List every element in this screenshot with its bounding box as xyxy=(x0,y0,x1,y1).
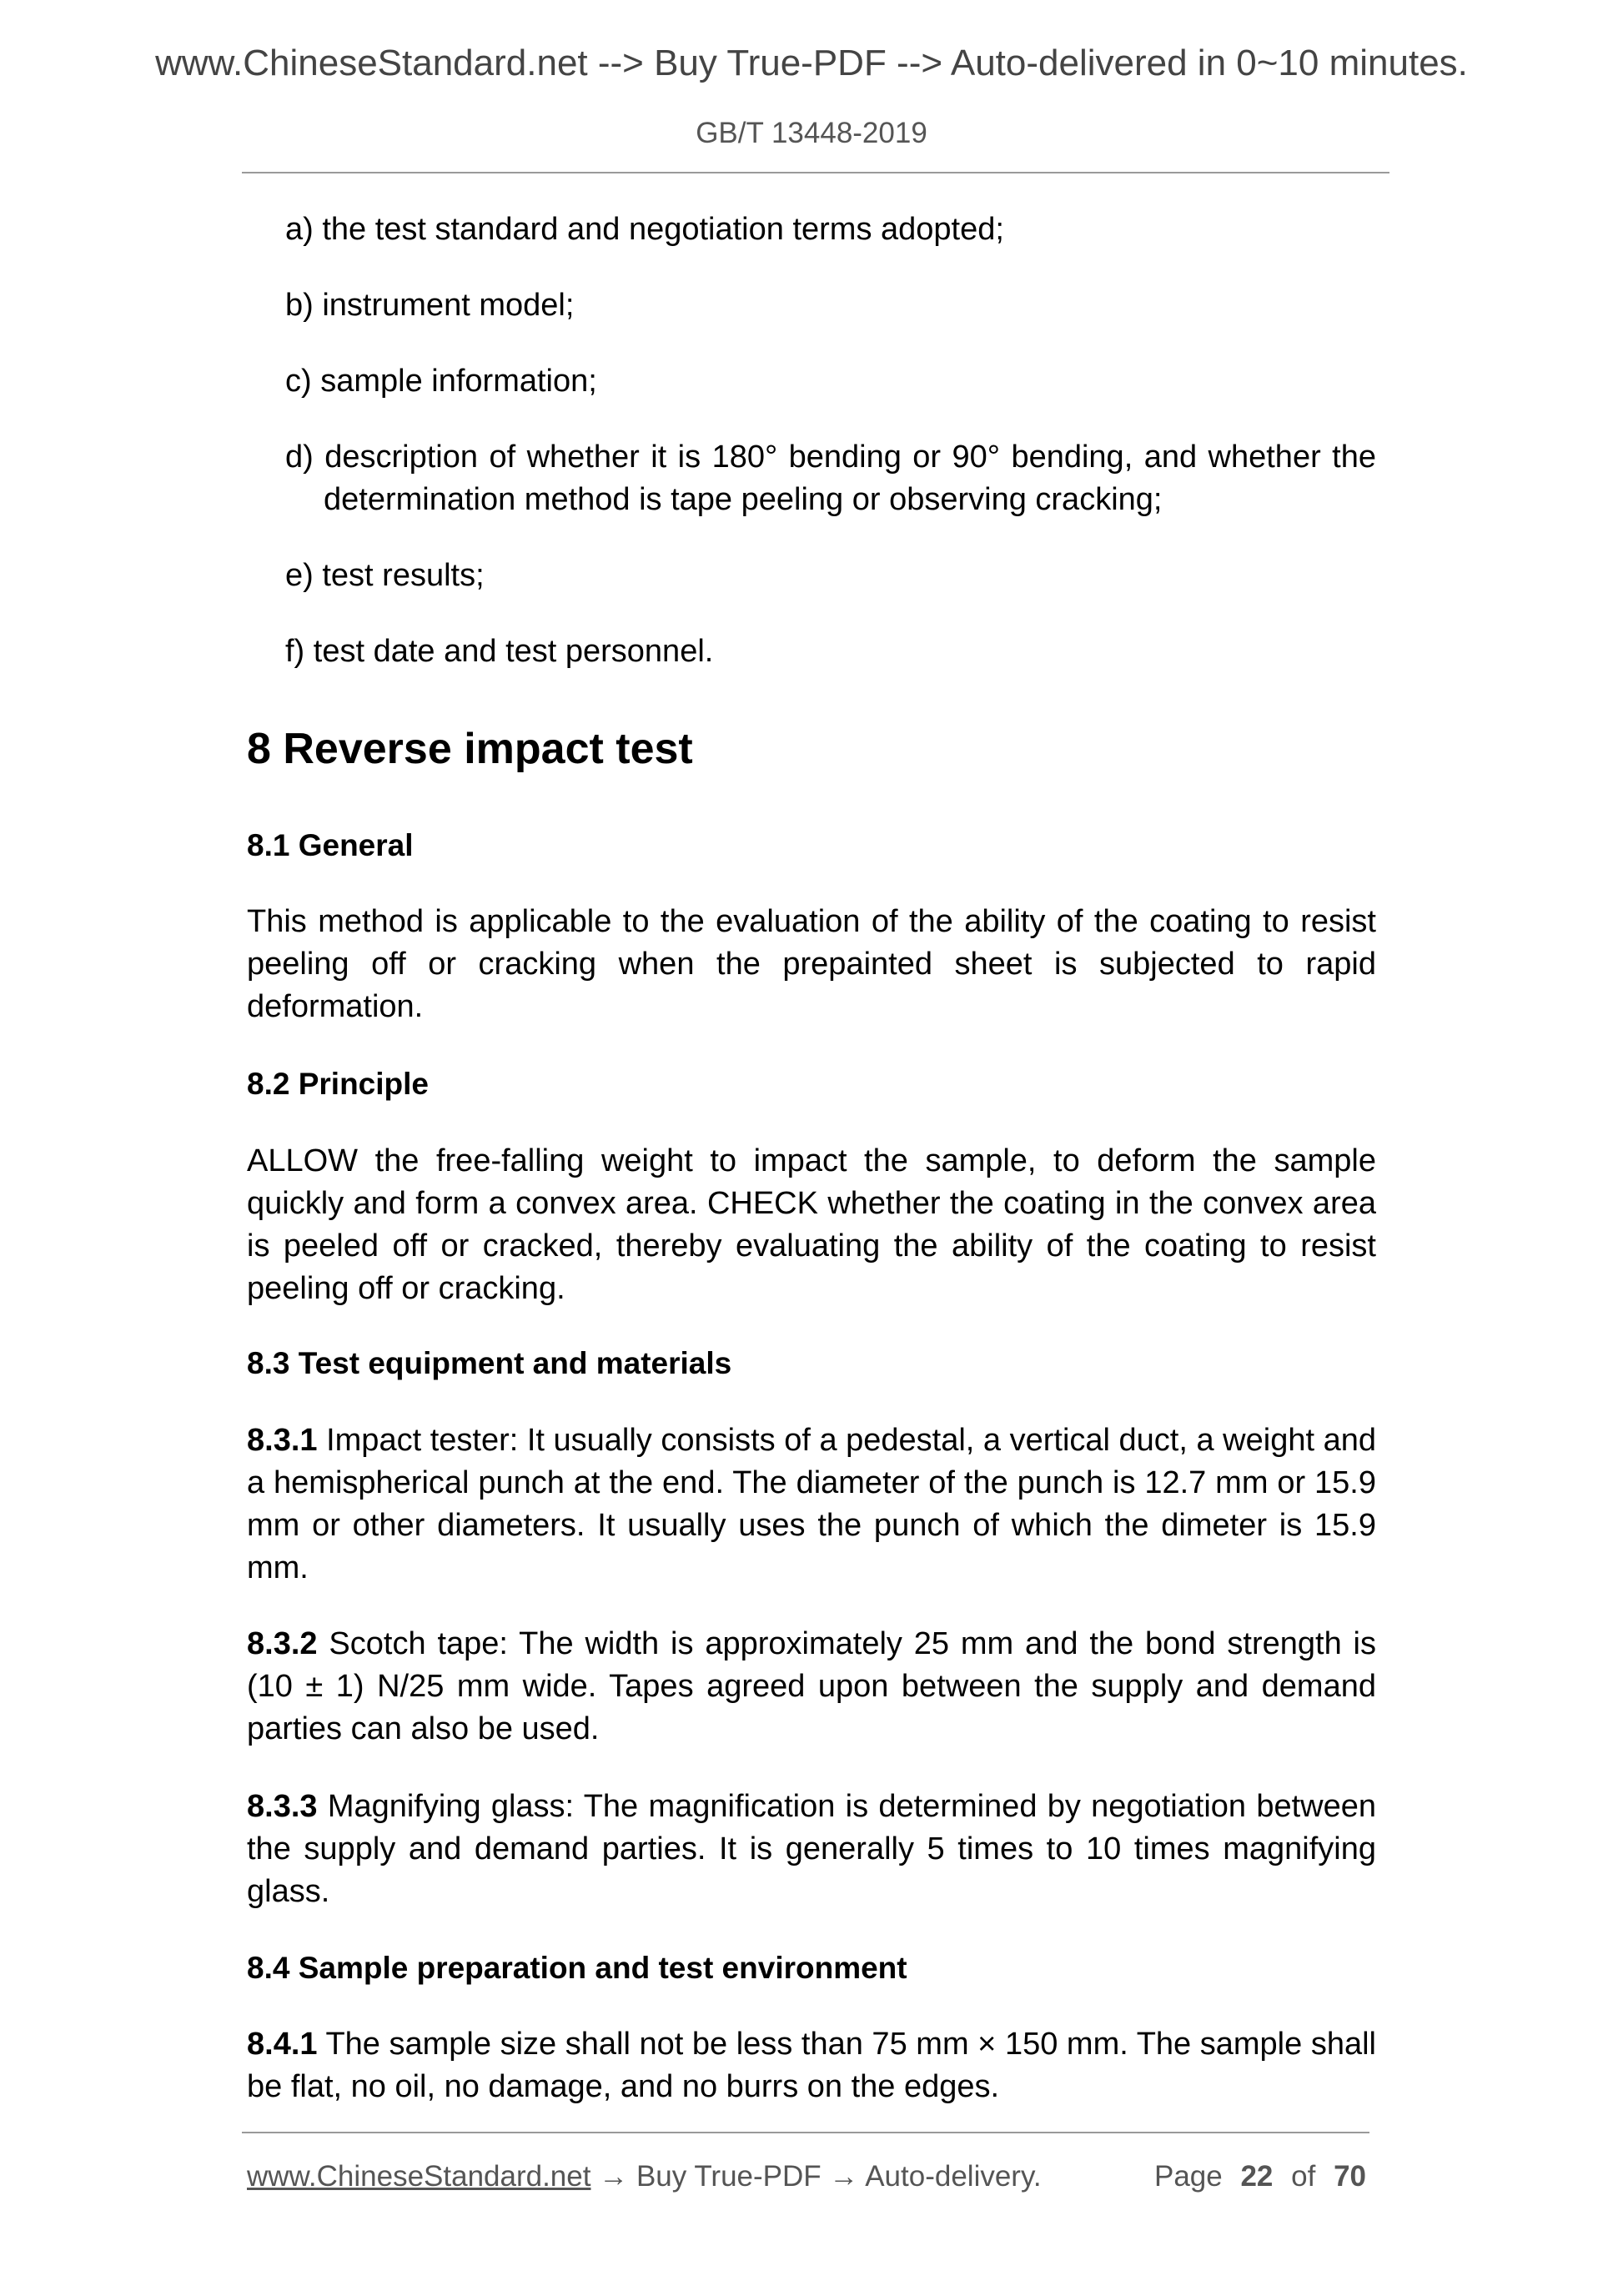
arrow-right-icon: → xyxy=(599,2160,629,2193)
section-8-3-2 xyxy=(247,1623,1376,1751)
list-text: the test standard and negotiation terms adopted; xyxy=(322,212,1004,247)
section-8-3-1 xyxy=(247,1419,1376,1590)
page-current: 22 xyxy=(1240,2160,1274,2193)
clause-text: Scotch tape: The width is approximately 25 mm and the bond strength is (10 ± 1) N/25 mm wide. Tapes agreed upon between the supply and demand parties can also be used. xyxy=(247,1626,1377,1746)
page-of-label: of xyxy=(1291,2160,1316,2193)
section-8-1-text: This method is applicable to the evaluation of the ability of the coating to resist peeling off or cracking when the prepainted sheet is subjected to rapid deformation. xyxy=(247,904,1376,1024)
list-text: test results; xyxy=(322,558,485,593)
list-label: a) xyxy=(285,212,314,247)
footer-site-link[interactable]: www.ChineseStandard.net xyxy=(247,2160,591,2193)
list-label: c) xyxy=(285,364,312,399)
page-total: 70 xyxy=(1334,2160,1366,2193)
clause-number: 8.3.1 xyxy=(247,1423,318,1458)
list-text: test date and test personnel. xyxy=(313,634,714,669)
section-8-4-1 xyxy=(247,2023,1376,2108)
clause-number: 8.3.2 xyxy=(247,1626,318,1661)
section-8-2-heading: 8.2 Principle xyxy=(247,1067,429,1101)
clause-number: 8.3.3 xyxy=(247,1789,318,1824)
page-label: Page xyxy=(1153,2160,1223,2193)
list-text: sample information; xyxy=(320,364,597,399)
arrow-right-icon: → xyxy=(829,2160,859,2193)
section-8-3-3 xyxy=(247,1786,1376,1913)
list-label: e) xyxy=(285,558,314,593)
footer-links xyxy=(247,2158,1042,2195)
clause-number: 8.4.1 xyxy=(247,2027,318,2062)
section-8-title: 8 Reverse impact test xyxy=(247,725,693,773)
list-text: description of whether it is 180° bending or 90° bending, and whether the determination method is tape peeling or observing cracking; xyxy=(324,440,1377,517)
list-item-d xyxy=(285,436,1376,521)
section-8-3-heading: 8.3 Test equipment and materials xyxy=(247,1346,732,1380)
list-item-b xyxy=(285,284,1386,327)
section-8-2-text: ALLOW the free-falling weight to impact the sample, to deform the sample quickly and form a convex area. CHECK whether the coating in the convex area is peeled off or cracked, thereby evaluating the ability of the coating to resist peeling off or cracking. xyxy=(247,1143,1376,1306)
list-label: f) xyxy=(285,634,305,669)
clause-text: The sample size shall not be less than 75 mm × 150 mm. The sample shall be flat, no oil, no damage, and no burrs on the edges. xyxy=(247,2027,1376,2104)
list-item-e xyxy=(285,555,1386,597)
section-8-4-heading: 8.4 Sample preparation and test environment xyxy=(247,1951,907,1985)
list-text: instrument model; xyxy=(322,288,575,323)
list-label: b) xyxy=(285,288,314,323)
clause-text: Magnifying glass: The magnification is determined by negotiation between the supply and demand parties. It is generally 5 times to 10 times magnifying glass. xyxy=(247,1789,1377,1909)
clause-text: Impact tester: It usually consists of a pedestal, a vertical duct, a weight and a hemispherical punch at the end. The diameter of the punch is 12.7 mm or 15.9 mm or other diameters. It usually uses the punch of which the dimeter is 15.9 mm. xyxy=(247,1423,1376,1585)
footer-divider xyxy=(242,2132,1369,2133)
header-divider xyxy=(242,172,1389,173)
list-item-a xyxy=(285,208,1386,251)
list-item-f xyxy=(285,631,1386,673)
header-banner: www.ChineseStandard.net --> Buy True-PDF --> Auto-delivered in 0~10 minutes. xyxy=(155,43,1468,83)
standard-code: GB/T 13448-2019 xyxy=(696,117,927,149)
section-8-1-heading: 8.1 General xyxy=(247,828,414,862)
list-item-c xyxy=(285,360,1386,403)
footer-buy-text: Buy True-PDF xyxy=(636,2160,822,2193)
footer-delivery-text: Auto-delivery. xyxy=(865,2160,1042,2193)
list-label: d) xyxy=(285,440,314,475)
page-indicator xyxy=(1154,2158,1366,2195)
